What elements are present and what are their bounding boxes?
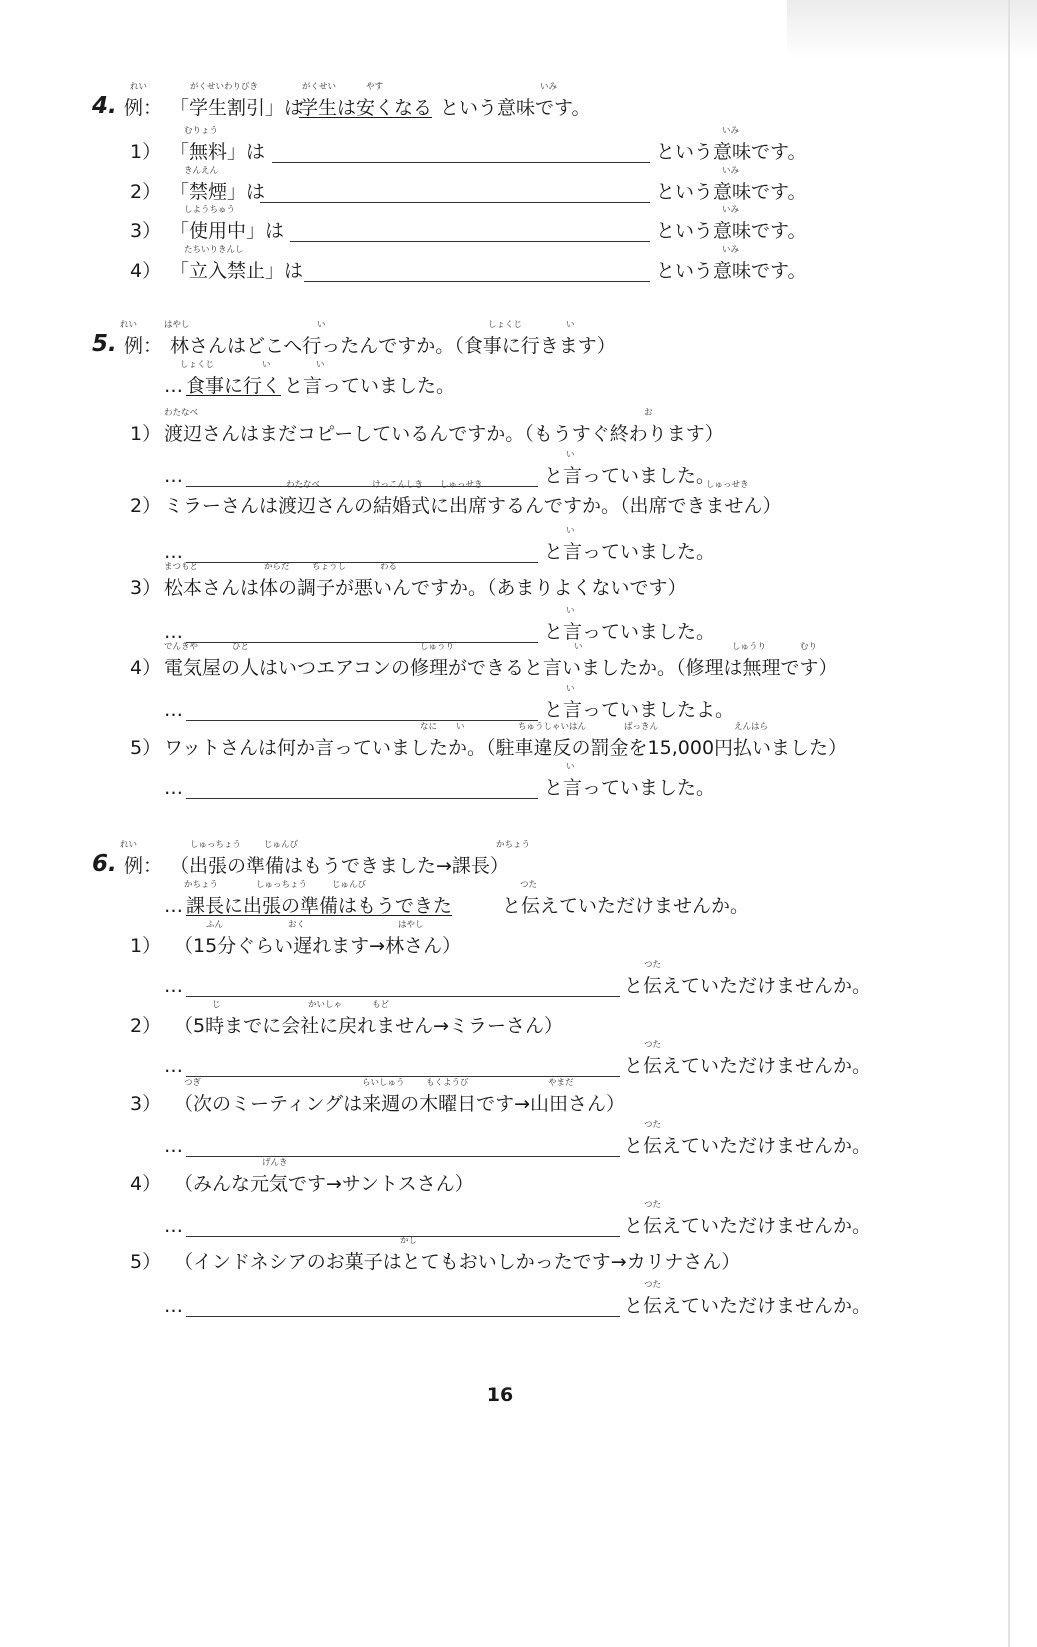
- exercise-5-item-2-question: [0, 480, 1000, 516]
- furigana: ちゅうしゃいはん: [518, 722, 587, 732]
- exercise-4-item-4: [0, 245, 1000, 281]
- answer-dots: …: [164, 1295, 183, 1317]
- furigana: しょくじ: [180, 360, 215, 370]
- item-question: 「無料」は: [170, 141, 266, 163]
- example-answer: 食事に行く: [186, 375, 282, 397]
- exercise-5-example-answer: [0, 360, 1000, 396]
- item-tail: と言っていました。: [544, 777, 716, 799]
- furigana: かちょう: [184, 880, 219, 890]
- page-edge: [1008, 0, 1010, 1647]
- item-tail: という意味です。: [656, 260, 807, 282]
- furigana: やす: [366, 82, 384, 92]
- exercise-6-item-2-question: [0, 1000, 1000, 1036]
- furigana: いみ: [722, 166, 740, 176]
- furigana: いみ: [540, 82, 558, 92]
- item-tail: と伝えていただけませんか。: [624, 1295, 872, 1317]
- answer-blank[interactable]: [290, 241, 650, 242]
- furigana: ちょうし: [312, 562, 347, 572]
- answer-blank[interactable]: [186, 798, 538, 799]
- answer-blank[interactable]: [304, 281, 650, 282]
- exercise-6-item-1-answer: [0, 960, 1000, 996]
- furigana: しゅっせき: [440, 480, 483, 490]
- furigana: いみ: [722, 205, 740, 215]
- furigana: むり: [800, 642, 818, 652]
- item-question: （みんな元気です→サントスさん）: [174, 1173, 474, 1195]
- exercise-5-item-1-question: [0, 408, 1000, 444]
- exercise-4-example: [0, 82, 1000, 118]
- furigana: い: [566, 684, 575, 694]
- furigana: い: [566, 606, 575, 616]
- example-label: 例：: [124, 335, 163, 357]
- answer-blank[interactable]: [186, 1076, 620, 1077]
- item-question: 電気屋の人はいつエアコンの修理ができると言いましたか。（修理は無理です）: [164, 657, 838, 679]
- furigana: もくようび: [426, 1078, 469, 1088]
- furigana: らいしゅう: [362, 1078, 405, 1088]
- exercise-6-item-4-question: [0, 1158, 1000, 1194]
- item-question: （15分ぐらい遅れます→林さん）: [174, 935, 462, 957]
- answer-blank[interactable]: [260, 202, 650, 203]
- item-tail: と伝えていただけませんか。: [624, 1055, 872, 1077]
- answer-blank[interactable]: [186, 720, 538, 721]
- answer-dots: …: [164, 777, 183, 799]
- furigana: お: [644, 408, 653, 418]
- furigana: れい: [120, 320, 138, 330]
- item-tail: と伝えていただけませんか。: [624, 1135, 872, 1157]
- furigana: わたなべ: [164, 408, 199, 418]
- exercise-number: 4.: [92, 93, 117, 119]
- furigana: い: [317, 320, 326, 330]
- item-question: 渡辺さんはまだコピーしているんですか。（もうすぐ終わります）: [164, 423, 724, 445]
- item-tail: という意味です。: [656, 181, 807, 203]
- example-question: （出張の準備はもうできました→課長）: [170, 855, 509, 877]
- item-number: 2）: [130, 181, 162, 203]
- item-tail: と伝えていただけませんか。: [624, 975, 872, 997]
- furigana: むりょう: [184, 126, 219, 136]
- furigana: れい: [120, 840, 138, 850]
- exercise-6-example: [0, 840, 1000, 876]
- answer-dots: …: [164, 895, 183, 917]
- answer-dots: …: [164, 375, 183, 397]
- page-corner-shadow: [787, 0, 1037, 60]
- furigana: わる: [380, 562, 398, 572]
- furigana: つた: [644, 1120, 662, 1130]
- answer-blank[interactable]: [272, 162, 650, 163]
- furigana: おく: [288, 920, 306, 930]
- page-number: 16: [486, 1384, 514, 1406]
- furigana: い: [316, 360, 325, 370]
- furigana: きんえん: [184, 166, 219, 176]
- exercise-6-item-2-answer: [0, 1040, 1000, 1076]
- answer-dots: …: [164, 699, 183, 721]
- furigana: はやし: [164, 320, 190, 330]
- furigana: つた: [644, 1040, 662, 1050]
- item-tail: と言っていましたよ。: [544, 699, 735, 721]
- furigana: やまだ: [548, 1078, 574, 1088]
- furigana: つた: [644, 1280, 662, 1290]
- item-question: 「禁煙」は: [170, 181, 266, 203]
- exercise-6-item-5-question: [0, 1236, 1000, 1272]
- answer-dots: …: [164, 1055, 183, 1077]
- example-question: 「学生割引」は: [170, 97, 304, 119]
- exercise-6-item-3-answer: [0, 1120, 1000, 1156]
- exercise-6-item-1-question: [0, 920, 1000, 956]
- exercise-number: 5.: [92, 331, 117, 357]
- furigana: れい: [130, 82, 148, 92]
- exercise-5-item-5-question: [0, 722, 1000, 758]
- exercise-6-item-3-question: [0, 1078, 1000, 1114]
- example-tail: という意味です。: [440, 97, 591, 119]
- answer-dots: …: [164, 1215, 183, 1237]
- furigana: い: [574, 642, 583, 652]
- exercise-4-item-1: [0, 126, 1000, 162]
- item-question: （次のミーティングは来週の木曜日です→山田さん）: [174, 1093, 626, 1115]
- example-answer: 課長に出張の準備はもうできた: [186, 895, 453, 917]
- furigana: い: [262, 360, 271, 370]
- furigana: けっこんしき: [372, 480, 424, 490]
- furigana: つた: [644, 1200, 662, 1210]
- exercise-number: 6.: [92, 851, 117, 877]
- item-tail: と言っていました。: [544, 621, 716, 643]
- exercise-5-item-4-question: [0, 642, 1000, 678]
- item-tail: と言っていました。: [544, 541, 716, 563]
- furigana: いみ: [722, 126, 740, 136]
- furigana: しゅうり: [420, 642, 455, 652]
- exercise-5-item-4-answer: [0, 684, 1000, 720]
- example-question: 林さんはどこへ行ったんですか。（食事に行きます）: [170, 335, 616, 357]
- item-number: 2）: [130, 1015, 162, 1037]
- furigana: わたなべ: [286, 480, 321, 490]
- item-number: 3）: [130, 1093, 162, 1115]
- answer-dots: …: [164, 1135, 183, 1157]
- furigana: たちいりきんし: [184, 245, 244, 255]
- furigana: がくせいわりびき: [190, 82, 259, 92]
- exercise-6-item-4-answer: [0, 1200, 1000, 1236]
- exercise-6-example-answer: [0, 880, 1000, 916]
- example-label: 例：: [124, 97, 163, 119]
- furigana: い: [456, 722, 465, 732]
- exercise-6-item-5-answer: [0, 1280, 1000, 1316]
- item-question: ワットさんは何か言っていましたか。（駐車違反の罰金を15,000円払いました）: [164, 737, 848, 759]
- furigana: かいしゃ: [308, 1000, 343, 1010]
- furigana: がくせい: [302, 82, 337, 92]
- example-tail: と伝えていただけませんか。: [502, 895, 750, 917]
- answer-dots: …: [164, 541, 183, 563]
- furigana: い: [566, 762, 575, 772]
- furigana: ひと: [232, 642, 250, 652]
- furigana: でんきや: [164, 642, 199, 652]
- answer-blank[interactable]: [186, 996, 620, 997]
- furigana: えんはら: [734, 722, 769, 732]
- item-number: 5）: [130, 1251, 162, 1273]
- item-number: 4）: [130, 657, 162, 679]
- furigana: まつもと: [164, 562, 199, 572]
- answer-blank[interactable]: [186, 1156, 620, 1157]
- example-tail: と言っていました。: [284, 375, 456, 397]
- furigana: しゅっちょう: [190, 840, 242, 850]
- furigana: じゅんび: [264, 840, 299, 850]
- furigana: つぎ: [184, 1078, 202, 1088]
- furigana: い: [566, 450, 575, 460]
- item-question: （5時までに会社に戻れません→ミラーさん）: [174, 1015, 564, 1037]
- furigana: かちょう: [496, 840, 531, 850]
- furigana: しゅっせき: [706, 480, 749, 490]
- item-question: （インドネシアのお菓子はとてもおいしかったです→カリナさん）: [174, 1251, 741, 1273]
- item-number: 4）: [130, 1173, 162, 1195]
- furigana: しようちゅう: [184, 205, 236, 215]
- item-number: 5）: [130, 737, 162, 759]
- item-question: 「使用中」は: [170, 220, 285, 242]
- item-number: 1）: [130, 935, 162, 957]
- item-number: 2）: [130, 495, 162, 517]
- furigana: かし: [400, 1236, 418, 1246]
- furigana: からだ: [264, 562, 290, 572]
- answer-blank[interactable]: [186, 1316, 620, 1317]
- furigana: じ: [212, 1000, 221, 1010]
- item-tail: という意味です。: [656, 220, 807, 242]
- example-label: 例：: [124, 855, 163, 877]
- furigana: じゅんび: [332, 880, 367, 890]
- answer-dots: …: [164, 465, 183, 487]
- item-number: 1）: [130, 423, 162, 445]
- furigana: なに: [420, 722, 438, 732]
- item-number: 4）: [130, 260, 162, 282]
- exercise-4-item-3: [0, 205, 1000, 241]
- item-tail: と伝えていただけませんか。: [624, 1215, 872, 1237]
- item-number: 3）: [130, 577, 162, 599]
- item-tail: と言っていました。: [544, 465, 716, 487]
- item-question: 松本さんは体の調子が悪いんですか。（あまりよくないです）: [164, 577, 687, 599]
- furigana: しょくじ: [488, 320, 523, 330]
- item-number: 1）: [130, 141, 162, 163]
- answer-dots: …: [164, 975, 183, 997]
- furigana: はやし: [398, 920, 424, 930]
- furigana: もど: [372, 1000, 390, 1010]
- furigana: つた: [644, 960, 662, 970]
- furigana: い: [566, 526, 575, 536]
- furigana: い: [566, 320, 575, 330]
- item-question: ミラーさんは渡辺さんの結婚式に出席するんですか。（出席できません）: [164, 495, 782, 517]
- exercise-5-item-3-question: [0, 562, 1000, 598]
- answer-dots: …: [164, 621, 183, 643]
- exercise-5-item-5-answer: [0, 762, 1000, 798]
- item-tail: という意味です。: [656, 141, 807, 163]
- exercise-4-item-2: [0, 166, 1000, 202]
- furigana: つた: [520, 880, 538, 890]
- item-question: 「立入禁止」は: [170, 260, 304, 282]
- example-answer: 学生は安くなる: [299, 97, 433, 119]
- exercise-5-item-3-answer: [0, 606, 1000, 642]
- furigana: ばっきん: [624, 722, 659, 732]
- furigana: しゅうり: [732, 642, 767, 652]
- item-number: 3）: [130, 220, 162, 242]
- furigana: しゅっちょう: [256, 880, 308, 890]
- furigana: いみ: [722, 245, 740, 255]
- exercise-5-item-2-answer: [0, 526, 1000, 562]
- furigana: げんき: [262, 1158, 288, 1168]
- exercise-5-example: [0, 320, 1000, 356]
- furigana: ふん: [206, 920, 224, 930]
